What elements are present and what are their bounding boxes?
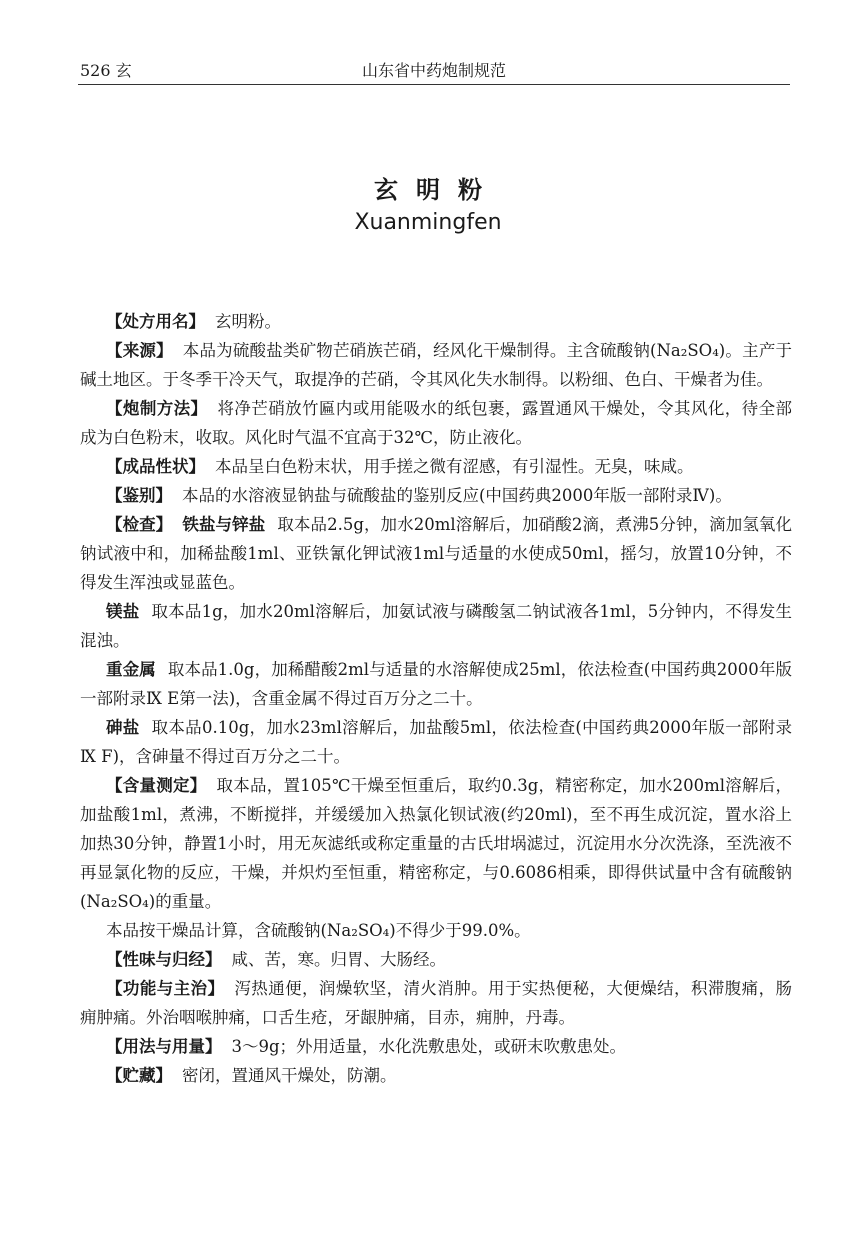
paragraph-text: 取本品1.0g，加稀醋酸2ml与适量的水溶解使成25ml，依法检查(中国药典2000年版一部附录Ⅸ E第一法)，含重金属不得过百万分之二十。 xyxy=(80,660,793,708)
paragraph xyxy=(80,713,792,771)
section-label: 【处方用名】 xyxy=(106,312,205,331)
book-title: 山东省中药炮制规范 xyxy=(361,61,506,80)
section-label: 【检查】 xyxy=(106,515,173,534)
section-label: 【含量测定】 xyxy=(106,776,207,795)
paragraph xyxy=(80,597,792,655)
section-label: 【成品性状】 xyxy=(106,457,205,476)
paragraph-text: 密闭，置通风干燥处，防潮。 xyxy=(182,1066,397,1085)
paragraph-text: 咸、苦，寒。归胃、大肠经。 xyxy=(231,950,446,969)
paragraph xyxy=(80,481,792,510)
paragraph-text: 本品呈白色粉末状，用手搓之微有涩感，有引湿性。无臭，味咸。 xyxy=(215,457,694,476)
subsection-label: 铁盐与锌盐 xyxy=(182,515,266,534)
subsection-label: 镁盐 xyxy=(106,602,140,621)
paragraph-text: 本品的水溶液显钠盐与硫酸盐的鉴别反应(中国药典2000年版一部附录Ⅳ)。 xyxy=(182,486,732,505)
running-header xyxy=(78,56,790,85)
paragraph-text: 取本品，置105℃干燥至恒重后，取约0.3g，精密称定，加水200ml溶解后，加盐酸1ml，煮沸，不断搅拌，并缓缓加入热氯化钡试液(约20ml)，至不再生成沉淀，置水浴上加热30分钟，静置1小时，用无灰滤纸或称定重量的古氏坩埚滤过，沉淀用水分次洗涤，至洗液不再显氯化物的反应，干燥，并炽灼至恒重，精密称定，与0.6086相乘，即得供试量中含有硫酸钠(Na₂SO₄)的重量。 xyxy=(80,776,793,911)
section-label: 【炮制方法】 xyxy=(106,399,208,418)
entry-body xyxy=(80,307,792,1090)
paragraph xyxy=(80,336,792,394)
paragraph xyxy=(80,916,792,945)
section-label: 【性味与归经】 xyxy=(106,950,222,969)
paragraph xyxy=(80,394,792,452)
paragraph xyxy=(80,1032,792,1061)
paragraph-text: 3～9g；外用适量，水化洗敷患处，或研末吹敷患处。 xyxy=(231,1037,627,1056)
paragraph-text: 取本品0.10g，加水23ml溶解后，加盐酸5ml，依法检查(中国药典2000年版一部附录Ⅸ F)，含砷量不得过百万分之二十。 xyxy=(80,718,793,766)
paragraph-text: 本品按干燥品计算，含硫酸钠(Na₂SO₄)不得少于99.0%。 xyxy=(106,921,531,940)
paragraph-text: 玄明粉。 xyxy=(215,312,281,331)
section-label: 【用法与用量】 xyxy=(106,1037,222,1056)
section-label: 【功能与主治】 xyxy=(106,979,225,998)
paragraph xyxy=(80,655,792,713)
subsection-label: 重金属 xyxy=(106,660,156,679)
section-label: 【贮藏】 xyxy=(106,1066,172,1085)
paragraph xyxy=(80,452,792,481)
entry-title: 玄明粉 xyxy=(374,176,500,204)
paragraph xyxy=(80,510,792,597)
section-label: 【来源】 xyxy=(106,341,173,360)
paragraph xyxy=(80,771,792,916)
paragraph-text: 将净芒硝放竹匾内或用能吸水的纸包裹，露置通风干燥处，令其风化，待全部成为白色粉末，收取。风化时气温不宜高于32℃，防止液化。 xyxy=(80,399,793,447)
paragraph-text: 取本品1g，加水20ml溶解后，加氨试液与磷酸氢二钠试液各1ml，5分钟内，不得发生混浊。 xyxy=(80,602,792,650)
paragraph-text: 取本品2.5g，加水20ml溶解后，加硝酸2滴，煮沸5分钟，滴加氢氧化钠试液中和，加稀盐酸1ml、亚铁氰化钾试液1ml与适量的水使成50ml，摇匀，放置10分钟，不得发生浑浊或显蓝色。 xyxy=(80,515,793,592)
paragraph xyxy=(80,974,792,1032)
paragraph xyxy=(80,307,792,336)
page-number: 526 玄 xyxy=(80,61,132,80)
paragraph xyxy=(80,945,792,974)
entry-pinyin: Xuanmingfen xyxy=(354,210,502,235)
paragraph-text: 泻热通便，润燥软坚，清火消肿。用于实热便秘，大便燥结，积滞腹痛，肠痈肿痛。外治咽喉肿痛，口舌生疮，牙龈肿痛，目赤，痈肿，丹毒。 xyxy=(80,979,793,1027)
subsection-label: 砷盐 xyxy=(106,718,140,737)
paragraph-text: 本品为硫酸盐类矿物芒硝族芒硝，经风化干燥制得。主含硫酸钠(Na₂SO₄)。主产于碱土地区。于冬季干冷天气，取提净的芒硝，令其风化失水制得。以粉细、色白、干燥者为佳。 xyxy=(80,341,793,389)
section-label: 【鉴别】 xyxy=(106,486,172,505)
paragraph xyxy=(80,1061,792,1090)
